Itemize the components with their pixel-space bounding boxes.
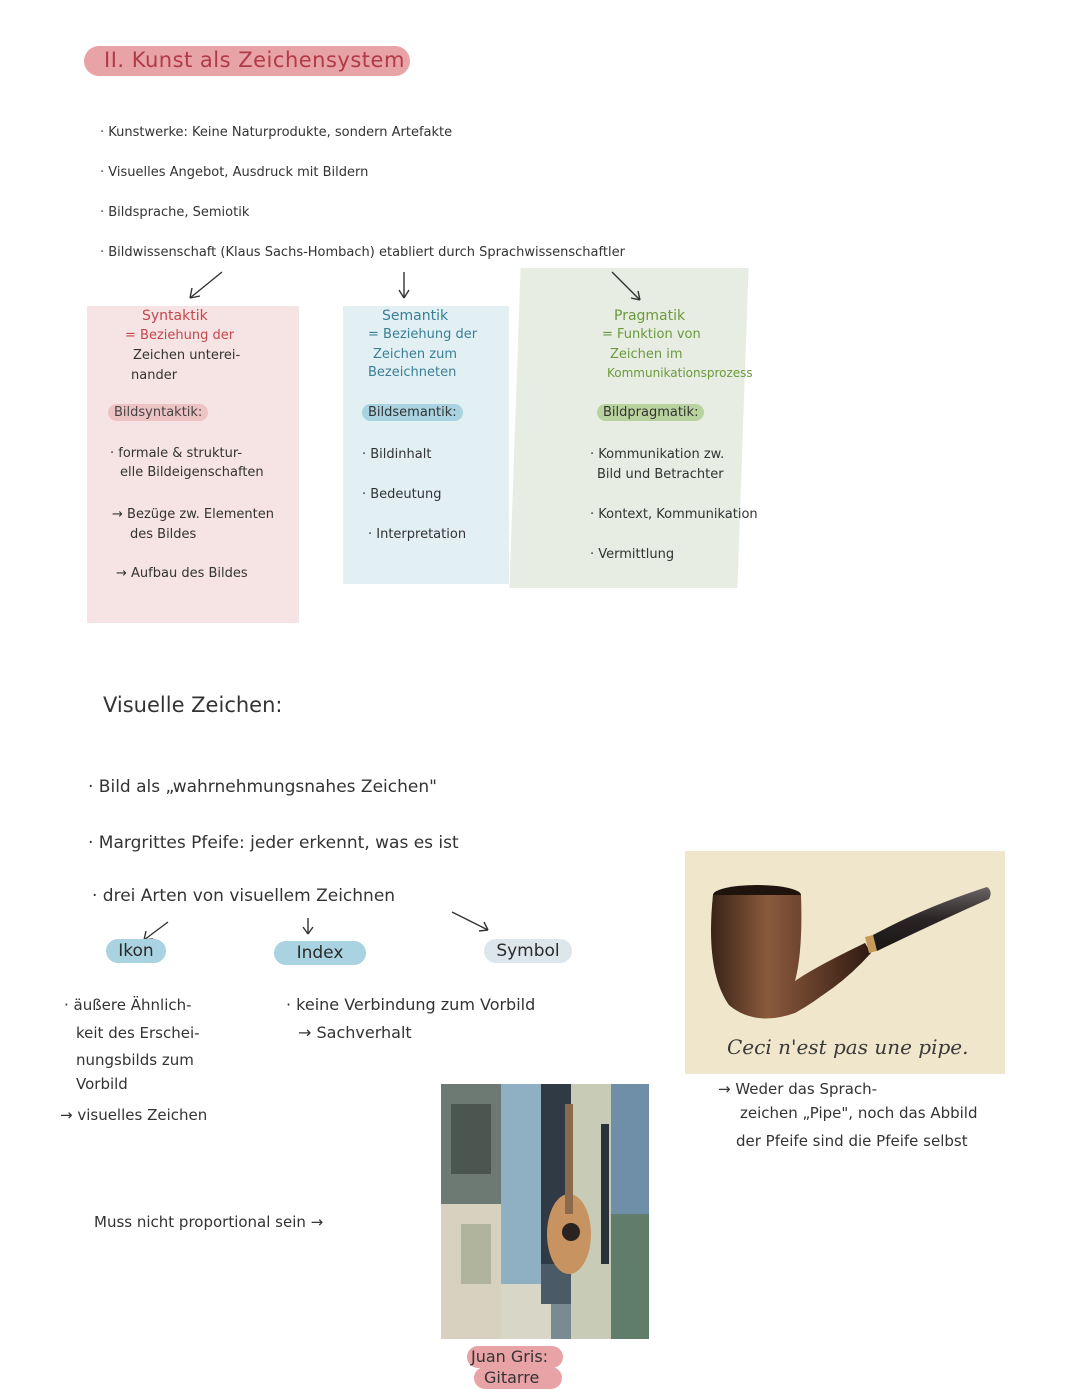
pragmatik-item-1: · Kommunikation zw. [590, 447, 725, 462]
gris-guitar-image [441, 1084, 649, 1339]
guitar-painting-icon [441, 1084, 649, 1339]
arrow-to-ikon [144, 922, 168, 940]
pragmatik-def-2: Zeichen im [610, 347, 683, 362]
ikon-desc-4: Vorbild [76, 1075, 128, 1093]
ikon-desc-3: nungsbilds zum [76, 1051, 194, 1069]
bullet-visuelles-angebot: · Visuelles Angebot, Ausdruck mit Bildern [100, 165, 369, 180]
syntaktik-item-4: des Bildes [130, 527, 197, 542]
magritte-pipe-image [685, 851, 1005, 1074]
syntaktik-item-1: · formale & struktur- [110, 446, 243, 461]
index-desc-1: · keine Verbindung zum Vorbild [286, 995, 536, 1014]
semantik-def-2: Zeichen zum [373, 347, 457, 362]
bullet-kunstwerke: · Kunstwerke: Keine Naturprodukte, sondern Artefakte [100, 125, 453, 140]
bullet-bildwissenschaft: · Bildwissenschaft (Klaus Sachs-Hombach) etabliert durch Sprachwissenschaftler [100, 245, 625, 260]
arrow-to-syntaktik [190, 272, 222, 298]
syntaktik-def-1: = Beziehung der [125, 328, 235, 343]
pipe-note-2: zeichen „Pipe", noch das Abbild [740, 1104, 978, 1122]
symbol-pill: Symbol [484, 939, 572, 963]
pragmatik-item-2: Bild und Betrachter [597, 467, 724, 482]
ikon-desc-5: → visuelles Zeichen [60, 1106, 208, 1124]
arrow-to-pragmatik [612, 272, 640, 300]
syntaktik-heading: Syntaktik [142, 308, 208, 324]
ikon-desc-2: keit des Erschei- [76, 1024, 200, 1042]
semantik-item-3: · Interpretation [368, 527, 467, 542]
gris-caption-1: Juan Gris: [471, 1347, 549, 1366]
visual-line-1: · Bild als „wahrnehmungsnahes Zeichen" [88, 777, 437, 797]
page-title: II. Kunst als Zeichensystem [104, 48, 405, 72]
syntaktik-item-2: elle Bildeigenschaften [120, 465, 264, 480]
syntaktik-def-2: Zeichen unterei- [133, 348, 241, 363]
semantik-item-1: · Bildinhalt [362, 447, 432, 462]
pragmatik-item-3: · Kontext, Kommunikation [590, 507, 758, 522]
pipe-note-1: → Weder das Sprach- [718, 1080, 878, 1098]
bildpragmatik-pill: Bildpragmatik: [597, 404, 704, 421]
pragmatik-item-4: · Vermittlung [590, 547, 675, 562]
pragmatik-def-3: Kommunikationsprozess [607, 366, 753, 380]
semantik-def-3: Bezeichneten [368, 365, 457, 380]
semantik-heading: Semantik [382, 308, 449, 324]
pragmatik-def-1: = Funktion von [602, 327, 701, 342]
syntaktik-item-5: → Aufbau des Bildes [116, 566, 248, 581]
pragmatik-heading: Pragmatik [614, 308, 686, 324]
pipe-note-3: der Pfeife sind die Pfeife selbst [736, 1132, 968, 1150]
visuelle-zeichen-heading: Visuelle Zeichen: [103, 693, 283, 717]
bildsemantik-pill: Bildsemantik: [362, 404, 463, 421]
bullet-bildsprache: · Bildsprache, Semiotik [100, 205, 250, 220]
visual-line-3: · drei Arten von visuellem Zeichnen [92, 886, 396, 906]
bildsyntaktik-pill: Bildsyntaktik: [108, 404, 208, 421]
index-pill: Index [274, 941, 366, 965]
ikon-desc-1: · äußere Ähnlich- [64, 996, 192, 1014]
syntaktik-item-3: → Bezüge zw. Elementen [112, 507, 274, 522]
gris-caption-2: Gitarre [484, 1368, 540, 1387]
proportional-note: Muss nicht proportional sein → [94, 1213, 324, 1231]
arrow-to-symbol [452, 912, 488, 930]
semantik-item-2: · Bedeutung [362, 487, 442, 502]
visual-line-2: · Margrittes Pfeife: jeder erkennt, was es ist [88, 833, 459, 853]
syntaktik-def-3: nander [131, 368, 178, 383]
index-desc-2: → Sachverhalt [298, 1023, 412, 1042]
semantik-def-1: = Beziehung der [368, 327, 478, 342]
pipe-caption: Ceci n'est pas une pipe. [727, 1035, 969, 1059]
ikon-pill: Ikon [106, 939, 166, 963]
